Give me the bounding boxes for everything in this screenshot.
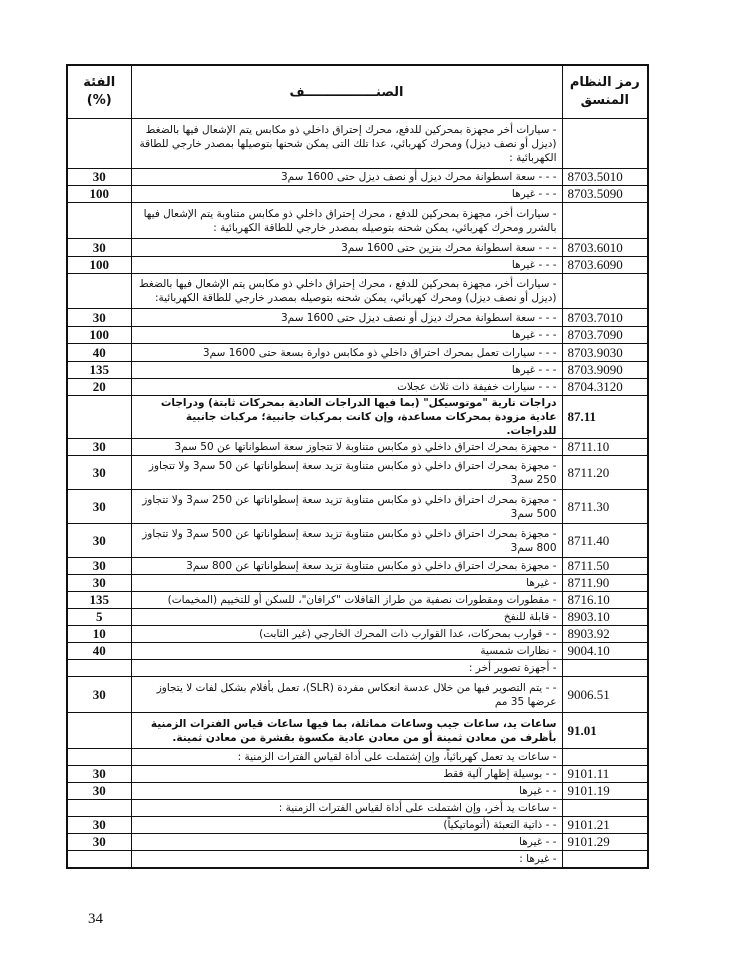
description-cell: - - يتم التصوير فيها من خلال عدسة انعكاس مفردة (SLR)، تعمل بأفلام بشكل لفات لا يتجاوز عرضها 35 مم [131, 677, 562, 713]
table-row [67, 169, 648, 186]
description-cell: ساعات يد، ساعات جيب وساعات مماثلة، بما فيها ساعات قياس الفترات الزمنية بأظرف من معادن ثمينة أو من معادن عادية مكسوة بقشرة من معادن ثمينة. [131, 713, 562, 749]
description-cell: - أجهزة تصوير أخر : [131, 660, 562, 677]
hs-code-cell: 8703.5090 [562, 186, 648, 203]
description-cell: - - - غيرها [131, 327, 562, 344]
table-row [67, 119, 648, 169]
hs-code-cell: 91.01 [562, 713, 648, 749]
table-row [67, 344, 648, 362]
rate-cell [67, 396, 131, 439]
description-cell: - - - سيارات خفيفة ذات ثلاث عجلات [131, 379, 562, 396]
rate-cell: 135 [67, 592, 131, 609]
rate-cell: 20 [67, 379, 131, 396]
table-row [67, 609, 648, 626]
hs-code-cell: 8711.20 [562, 456, 648, 490]
rate-cell [67, 800, 131, 817]
page-number: 34 [88, 911, 103, 927]
rate-cell: 30 [67, 677, 131, 713]
hs-code-cell: 8903.92 [562, 626, 648, 643]
rate-cell: 30 [67, 439, 131, 456]
hs-code-cell: 8703.7090 [562, 327, 648, 344]
hs-code-cell: 87.11 [562, 396, 648, 439]
rate-cell: 100 [67, 327, 131, 344]
table-row [67, 766, 648, 783]
hs-code-cell: 8703.7010 [562, 309, 648, 327]
table-body [67, 119, 648, 868]
rate-cell: 30 [67, 766, 131, 783]
rate-column-header [67, 65, 131, 119]
rate-cell [67, 274, 131, 309]
hs-code-cell: 8711.30 [562, 490, 648, 524]
hs-code-cell: 9101.21 [562, 817, 648, 834]
hs-code-cell: 9101.11 [562, 766, 648, 783]
table-row [67, 626, 648, 643]
description-column-header: الصنــــــــــــــــف [131, 65, 562, 119]
hs-code-cell: 8711.50 [562, 558, 648, 575]
description-cell: - - غيرها [131, 783, 562, 800]
hs-code-cell [562, 851, 648, 868]
tariff-table [66, 64, 649, 869]
rate-cell: 30 [67, 558, 131, 575]
description-cell: - - قوارب بمحركات، عدا القوارب ذات المحرك الخارجي (غير الثابت) [131, 626, 562, 643]
hs-code-cell: 8703.5010 [562, 169, 648, 186]
rate-cell: 100 [67, 186, 131, 203]
rate-cell: 10 [67, 626, 131, 643]
table-row [67, 851, 648, 868]
hs-code-cell [562, 800, 648, 817]
rate-cell: 40 [67, 643, 131, 660]
description-cell: - - - سعة اسطوانة محرك ديزل أو نصف ديزل حتى 1600 سم3 [131, 309, 562, 327]
description-cell: - سيارات أخر مجهزة بمحركين للدفع، محرك إحتراق داخلي ذو مكابس يتم الإشعال فيها بالضغط (ديزل أو نصف ديزل) ومحرك كهربائي، عدا تلك التى يمكن شحنها بتوصيلها بمصدر خارجي للطاقة الكهربائية : [131, 119, 562, 169]
table-row [67, 396, 648, 439]
table-row [67, 834, 648, 851]
table-row [67, 558, 648, 575]
hs-code-cell: 8703.9030 [562, 344, 648, 362]
description-cell: - - - سعة اسطوانة محرك ديزل أو نصف ديزل حتى 1600 سم3 [131, 169, 562, 186]
hs-code-cell [562, 660, 648, 677]
rate-cell [67, 119, 131, 169]
rate-cell [67, 203, 131, 239]
hs-code-cell: 8704.3120 [562, 379, 648, 396]
description-cell: - مجهزة بمحرك احتراق داخلي ذو مكابس متناوبة تزيد سعة إسطواناتها عن 800 سم3 [131, 558, 562, 575]
description-cell: - مجهزة بمحرك احتراق داخلي ذو مكابس متناوبة تزيد سعة إسطواناتها عن 50 سم3 ولا تتجاوز 250 سم3 [131, 456, 562, 490]
rate-cell: 30 [67, 783, 131, 800]
hs-code-cell [562, 749, 648, 766]
rate-cell: 5 [67, 609, 131, 626]
table-header-row [67, 65, 648, 119]
rate-cell: 40 [67, 344, 131, 362]
description-cell: - مقطورات ومقطورات نصفية من طراز القافلات "كرافان"، للسكن أو للتخييم (المخيمات) [131, 592, 562, 609]
description-cell: - - - سعة اسطوانة محرك بنزين حتى 1600 سم3 [131, 239, 562, 257]
description-cell: - سيارات أخر، مجهزة بمحركين للدفع ، محرك إحتراق داخلي ذو مكابس يتم الإشعال فيها بالضغط (ديزل أو نصف ديزل) ومحرك كهربائي، يمكن شحنه بتوصيله بمصدر خارجي للطاقة الكهربائية: [131, 274, 562, 309]
table-row [67, 309, 648, 327]
hs-code-cell: 8703.9090 [562, 362, 648, 379]
table-row [67, 643, 648, 660]
description-cell: - سيارات أخر، مجهزة بمحركين للدفع ، محرك إحتراق داخلي ذو مكابس متناوبة يتم الإشعال فيها بالشرر ومحرك كهربائي، يمكن شحنه بتوصيله بمصدر خارجي للطاقة الكهربائية : [131, 203, 562, 239]
rate-cell: 30 [67, 834, 131, 851]
description-cell: - غيرها : [131, 851, 562, 868]
description-cell: - - - غيرها [131, 257, 562, 274]
description-cell: - - ذاتية التعبئة (أتوماتيكياً) [131, 817, 562, 834]
description-cell: - - غيرها [131, 834, 562, 851]
rate-cell [67, 749, 131, 766]
hs-code-cell [562, 119, 648, 169]
table-row [67, 713, 648, 749]
rate-cell [67, 713, 131, 749]
description-cell: - مجهزة بمحرك احتراق داخلي ذو مكابس متناوبة تزيد سعة إسطواناتها عن 250 سم3 ولا تتجاوز 500 سم3 [131, 490, 562, 524]
rate-cell: 30 [67, 169, 131, 186]
table-row [67, 677, 648, 713]
rate-cell [67, 660, 131, 677]
table-row [67, 362, 648, 379]
description-cell: - - - غيرها [131, 362, 562, 379]
table-row [67, 524, 648, 558]
description-cell: - - - غيرها [131, 186, 562, 203]
table-row [67, 239, 648, 257]
rate-cell: 30 [67, 817, 131, 834]
description-cell: - مجهزة بمحرك احتراق داخلي ذو مكابس متناوبة لا تتجاوز سعة اسطواناتها عن 50 سم3 [131, 439, 562, 456]
code-header-line1: رمز النظام [569, 75, 640, 90]
table-row [67, 257, 648, 274]
hs-code-cell [562, 203, 648, 239]
table-row [67, 379, 648, 396]
rate-cell: 30 [67, 490, 131, 524]
rate-cell: 30 [67, 456, 131, 490]
hs-code-cell: 9004.10 [562, 643, 648, 660]
description-cell: - قابلة للنفخ [131, 609, 562, 626]
rate-cell [67, 851, 131, 868]
description-cell: دراجات نارية "موتوسيكل" (بما فيها الدراجات العادية بمحركات ثابتة) ودراجات عادية مزودة بمحركات مساعدة، وإن كانت بمركبات جانبية؛ مركبات جانبية للدراجات. [131, 396, 562, 439]
table-row [67, 327, 648, 344]
rate-cell: 30 [67, 524, 131, 558]
table-row [67, 592, 648, 609]
hs-code-cell: 8711.10 [562, 439, 648, 456]
rate-cell: 30 [67, 575, 131, 592]
table-row [67, 817, 648, 834]
table-row [67, 456, 648, 490]
description-cell: - ساعات يد أخر، وإن اشتملت على أداة لقياس الفترات الزمنية : [131, 800, 562, 817]
code-header-line2: المنسق [580, 93, 629, 108]
table-row [67, 660, 648, 677]
rate-header-unit: (%) [86, 93, 112, 108]
table-row [67, 203, 648, 239]
rate-cell: 100 [67, 257, 131, 274]
table-row [67, 800, 648, 817]
description-cell: - - بوسيلة إظهار آلية فقط [131, 766, 562, 783]
table-row [67, 274, 648, 309]
table-row [67, 783, 648, 800]
table-row [67, 749, 648, 766]
hs-code-cell: 8716.10 [562, 592, 648, 609]
hs-code-cell: 9101.19 [562, 783, 648, 800]
code-column-header [562, 65, 648, 119]
rate-cell: 30 [67, 309, 131, 327]
hs-code-cell: 8903.10 [562, 609, 648, 626]
hs-code-cell: 9101.29 [562, 834, 648, 851]
rate-cell: 30 [67, 239, 131, 257]
description-cell: - مجهزة بمحرك احتراق داخلي ذو مكابس متناوبة تزيد سعة إسطواناتها عن 500 سم3 ولا تتجاوز 800 سم3 [131, 524, 562, 558]
rate-cell: 135 [67, 362, 131, 379]
hs-code-cell: 8711.40 [562, 524, 648, 558]
hs-code-cell: 8711.90 [562, 575, 648, 592]
table-row [67, 490, 648, 524]
table-row [67, 575, 648, 592]
table-row [67, 186, 648, 203]
hs-code-cell: 9006.51 [562, 677, 648, 713]
rate-header-label: الفئة [83, 75, 116, 90]
hs-code-cell: 8703.6010 [562, 239, 648, 257]
hs-code-cell [562, 274, 648, 309]
hs-code-cell: 8703.6090 [562, 257, 648, 274]
description-cell: - غيرها [131, 575, 562, 592]
table-row [67, 439, 648, 456]
description-cell: - ساعات يد تعمل كهربائياً، وإن إشتملت على أداة لقياس الفترات الزمنية : [131, 749, 562, 766]
description-cell: - نظارات شمسية [131, 643, 562, 660]
description-cell: - - - سيارات تعمل بمحرك احتراق داخلي ذو مكابس دوارة بسعة حتى 1600 سم3 [131, 344, 562, 362]
